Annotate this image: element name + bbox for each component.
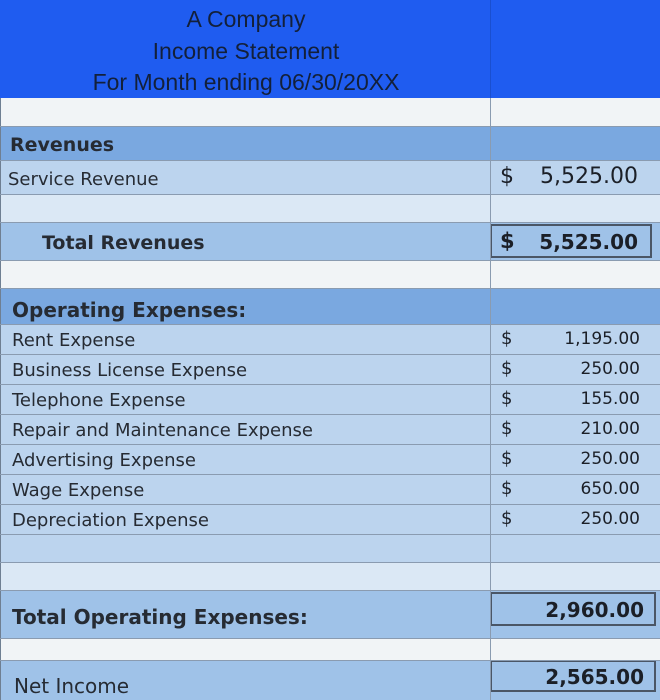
total-expenses-label: Total Operating Expenses:: [12, 605, 308, 629]
expense-label: Wage Expense: [12, 480, 145, 501]
expense-row[interactable]: [0, 504, 660, 534]
blank-row: [0, 194, 660, 222]
total-revenues-cell[interactable]: [490, 224, 652, 258]
expense-currency: $: [501, 508, 513, 529]
row-separator: [0, 562, 660, 563]
revenues-heading-row[interactable]: [0, 126, 660, 160]
expense-currency: $: [501, 358, 513, 379]
row-separator: [0, 414, 660, 415]
blank-row: [0, 534, 660, 562]
row-separator: [0, 194, 660, 195]
expense-label: Business License Expense: [12, 360, 248, 381]
row-separator: [0, 126, 660, 127]
expense-amount: 210.00: [580, 419, 640, 439]
expense-amount: 650.00: [580, 479, 640, 499]
expense-currency: $: [501, 328, 513, 349]
row-separator: [0, 324, 660, 325]
row-separator: [0, 638, 660, 639]
row-separator: [0, 590, 660, 591]
expense-label: Telephone Expense: [12, 390, 186, 411]
total-revenues-label: Total Revenues: [42, 232, 205, 254]
expense-row[interactable]: [0, 324, 660, 354]
expense-amount: 250.00: [580, 359, 640, 379]
blank-row: [0, 638, 660, 660]
expense-row[interactable]: [0, 414, 660, 444]
expense-amount: 155.00: [580, 389, 640, 409]
total-revenues-currency: $: [500, 229, 515, 253]
header-divider: [490, 0, 491, 98]
net-income-cell[interactable]: [490, 660, 656, 692]
statement-period: For Month ending 06/30/20XX: [92, 69, 400, 95]
total-revenues-row[interactable]: [0, 222, 660, 260]
row-separator: [0, 504, 660, 505]
revenues-heading: Revenues: [10, 134, 115, 156]
row-separator: [0, 534, 660, 535]
service-revenue-label: Service Revenue: [8, 169, 159, 190]
row-separator: [0, 384, 660, 385]
expense-label: Repair and Maintenance Expense: [12, 420, 313, 441]
row-separator: [0, 444, 660, 445]
service-revenue-amount: 5,525.00: [540, 164, 638, 189]
header-block: [0, 0, 660, 98]
company-name: A Company: [186, 6, 306, 32]
row-separator: [0, 288, 660, 289]
expenses-heading: Operating Expenses:: [12, 298, 247, 322]
expense-currency: $: [501, 478, 513, 499]
expense-row[interactable]: [0, 384, 660, 414]
expense-row[interactable]: [0, 444, 660, 474]
row-separator: [0, 354, 660, 355]
row-separator: [0, 474, 660, 475]
blank-row: [0, 562, 660, 590]
row-separator: [0, 660, 660, 661]
expense-amount: 250.00: [580, 449, 640, 469]
service-revenue-currency: $: [500, 164, 514, 189]
expense-currency: $: [501, 388, 513, 409]
expense-amount: 250.00: [580, 509, 640, 529]
expense-label: Advertising Expense: [12, 450, 196, 471]
row-separator: [0, 260, 660, 261]
expense-label: Depreciation Expense: [12, 510, 209, 531]
net-income-amount: 2,565.00: [545, 665, 644, 689]
expense-currency: $: [501, 448, 513, 469]
column-gridline: [490, 98, 491, 700]
row-separator: [0, 222, 660, 223]
expenses-heading-row[interactable]: [0, 288, 660, 324]
statement-title: Income Statement: [152, 38, 340, 64]
total-expenses-amount: 2,960.00: [545, 598, 644, 622]
expense-row[interactable]: [0, 354, 660, 384]
blank-row: [0, 98, 660, 126]
expense-row[interactable]: [0, 474, 660, 504]
left-gridline: [0, 98, 1, 700]
expense-amount: 1,195.00: [564, 329, 640, 349]
service-revenue-row[interactable]: [0, 160, 660, 194]
total-revenues-amount: 5,525.00: [539, 230, 638, 254]
total-expenses-cell[interactable]: [490, 592, 656, 626]
expense-currency: $: [501, 418, 513, 439]
net-income-row[interactable]: [0, 660, 660, 700]
blank-row: [0, 260, 660, 288]
net-income-label: Net Income: [14, 674, 130, 698]
row-separator: [0, 160, 660, 161]
expense-label: Rent Expense: [12, 330, 136, 351]
total-expenses-row[interactable]: [0, 590, 660, 638]
